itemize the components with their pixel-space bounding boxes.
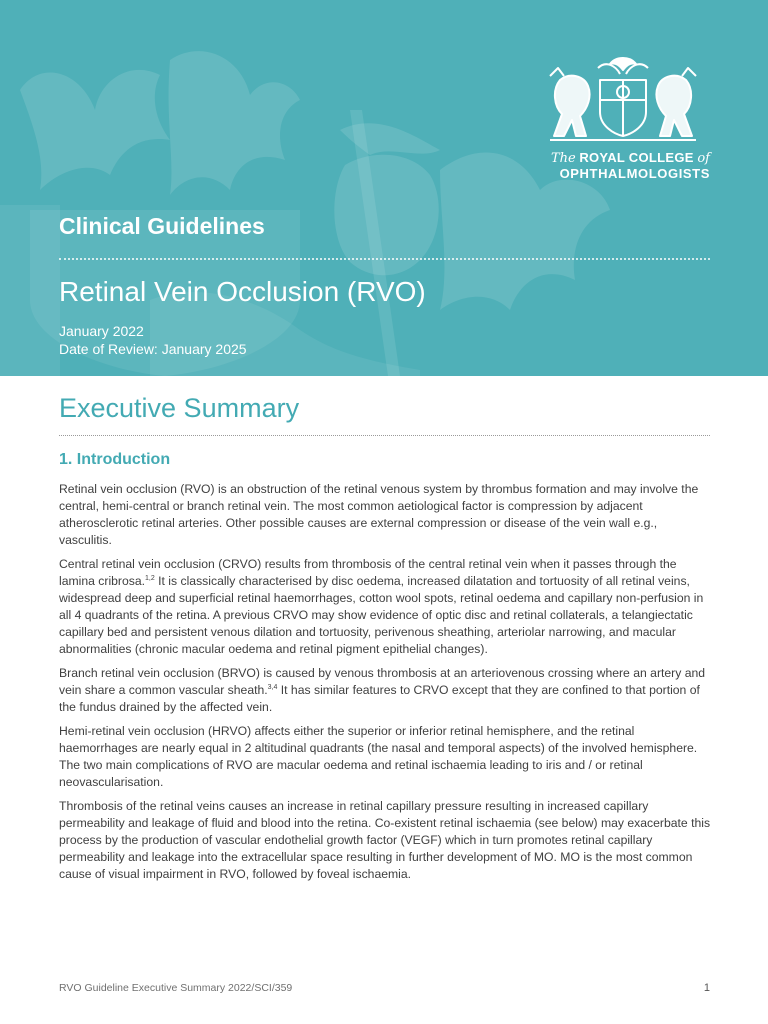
paragraph-brvo-part1: Branch retinal vein occlusion (BRVO) is caused by venous thrombosis at an arteriovenous crossing where an artery and vein share a common vascular sheath. [59, 666, 706, 697]
header-divider [59, 258, 710, 260]
college-name-line1: ROYAL COLLEGE [579, 150, 694, 165]
paragraph-rvo: Retinal vein occlusion (RVO) is an obstruction of the retinal venous system by thrombus formation and may involve the central, hemi-central or branch retinal vein. The most common aetiological factor is compression by adjacent atherosclerotic retinal arteries. Other possible causes are external compression or disease of the vein wall e.g., vasculitis. [59, 482, 699, 547]
citation-ref: 3,4 [267, 683, 278, 691]
publication-date: January 2022 [59, 323, 144, 339]
college-name-line2: OPHTHALMOLOGISTS [559, 166, 710, 181]
section-title: Executive Summary [59, 393, 300, 423]
review-date: Date of Review: January 2025 [59, 341, 247, 357]
paragraph-brvo-part2: It has similar features to CRVO except that they are confined to that portion of the fundus drained by the affected vein. [59, 683, 700, 714]
paragraph-hrvo: Hemi-retinal vein occlusion (HRVO) affects either the superior or inferior retinal hemisphere, and the retinal haemorrhages are nearly equal in 2 altitudinal quadrants (the nasal and temporal aspects) of the involved hemisphere. The two main complications of RVO are macular oedema and retinal ischaemia leading to iris and / or retinal neovascularisation. [59, 724, 698, 789]
header-banner [0, 0, 768, 376]
citation-ref: 1,2 [145, 574, 155, 582]
document-kicker: Clinical Guidelines [59, 213, 265, 239]
page-number: 1 [703, 982, 710, 994]
body-text [59, 481, 711, 890]
document-title: Retinal Vein Occlusion (RVO) [59, 276, 426, 307]
footer-reference: RVO Guideline Executive Summary 2022/SCI/359 [59, 982, 293, 994]
college-of: of [697, 151, 710, 166]
paragraph-crvo-part1: Central retinal vein occlusion (CRVO) results from thrombosis of the central retinal vein when it passes through the lamina cribrosa. [59, 557, 677, 588]
paragraph-thrombosis: Thrombosis of the retinal veins causes an increase in retinal capillary pressure resulting in increased capillary permeability and leakage of fluid and blood into the retina. Co-existent retinal ischaemia (see below) may exacerbate this process by the production of vascular endothelial growth factor (VEGF) which in turn promotes retinal capillary permeability and leakage into the extracellular space resulting in further development of MO. MO is the most common cause of visual impairment in RVO, followed by foveal ischaemia. [59, 799, 711, 881]
paragraph-crvo [59, 556, 711, 658]
paragraph-brvo [59, 665, 711, 716]
subsection-title: 1. Introduction [59, 451, 171, 468]
section-divider [59, 435, 710, 436]
college-prefix: The [550, 151, 576, 166]
paragraph-crvo-part2: It is classically characterised by disc oedema, increased dilatation and tortuosity of all retinal veins, widespread deep and superficial retinal haemorrhages, cotton wool spots, retinal oedema and capillary non-perfusion in all 4 quadrants of the retina. A previous CRVO may show evidence of optic disc and retinal collaterals, a telangiectatic capillary bed and persistent venous dilation and tortuosity, perivenous sheathing, arteriolar narrowing, and macular abnormalities (chronic macular oedema and retinal pigment epithelial changes). [59, 574, 704, 656]
college-name [520, 150, 710, 181]
